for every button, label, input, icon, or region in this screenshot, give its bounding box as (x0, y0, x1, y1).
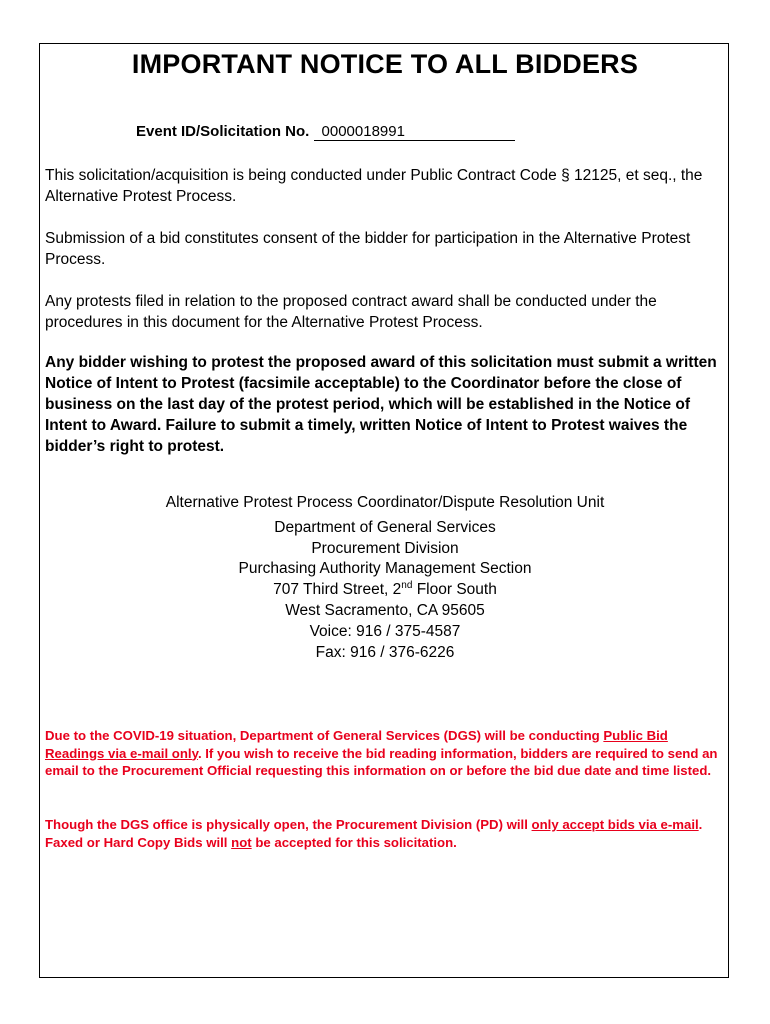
address-street-number: 707 Third Street, 2 (273, 581, 402, 599)
covid-notice-email-bids (45, 816, 730, 851)
covid-notice-bid-readings (45, 727, 730, 780)
address-street-floor: Floor South (412, 581, 497, 599)
address-coordinator: Alternative Protest Process Coordinator/Dispute Resolution Unit (165, 494, 605, 511)
address-street-ordinal: nd (401, 580, 413, 592)
paragraph-procedures: Any protests filed in relation to the proposed contract award shall be conducted under the procedures in this document for the Alternative Protest Process. (45, 293, 657, 331)
address-street (0, 580, 770, 601)
address-department: Department of General Services (274, 518, 496, 536)
event-id-row (136, 123, 515, 141)
covid-underlined-text: Public Bid Readings via e-mail only (45, 728, 668, 761)
covid-underlined-text: not (231, 834, 252, 850)
covid-text: Due to the COVID-19 situation, Department of General Services (DGS) will be conducting (45, 728, 604, 743)
address-city: West Sacramento, CA 95605 (285, 601, 485, 619)
event-id-label: Event ID/Solicitation No. (136, 123, 310, 140)
paragraph-contract-code: This solicitation/acquisition is being conducted under Public Contract Code § 12125, et seq., the Alternative Protest Process. (45, 167, 703, 205)
address-section: Purchasing Authority Management Section (238, 560, 532, 578)
covid-underlined-text: only accept bids via e-mail (531, 817, 699, 832)
covid-text: be accepted for this solicitation. (251, 834, 457, 850)
covid-text: Though the DGS office is physically open, the Procurement Division (PD) will (45, 817, 532, 832)
paragraph-protest-instructions: Any bidder wishing to protest the proposed award of this solicitation must submit a written Notice of Intent to Protest (facsimile acceptable) to the Coordinator before the close of business on the last day of the protest period, which will be established in the Notice of Intent to Award. Failure to submit a timely, written Notice of Intent to Protest waives the bidder’s right to protest. (45, 354, 717, 455)
notice-title: IMPORTANT NOTICE TO ALL BIDDERS (131, 49, 639, 79)
covid-text: . If you wish to receive the bid reading information, bidders are required to send an email to the Procurement Official requesting this information on or before the bid due date and time listed. (45, 745, 718, 778)
address-fax: Fax: 916 / 376-6226 (315, 643, 455, 661)
event-id-value: 0000018991 (314, 123, 515, 141)
paragraph-consent: Submission of a bid constitutes consent of the bidder for participation in the Alternative Protest Process. (45, 230, 691, 268)
coordinator-address (0, 493, 770, 663)
address-voice: Voice: 916 / 375-4587 (309, 622, 461, 640)
address-division: Procurement Division (311, 539, 459, 557)
covid-text: . Faxed or Hard Copy Bids will (45, 817, 703, 850)
